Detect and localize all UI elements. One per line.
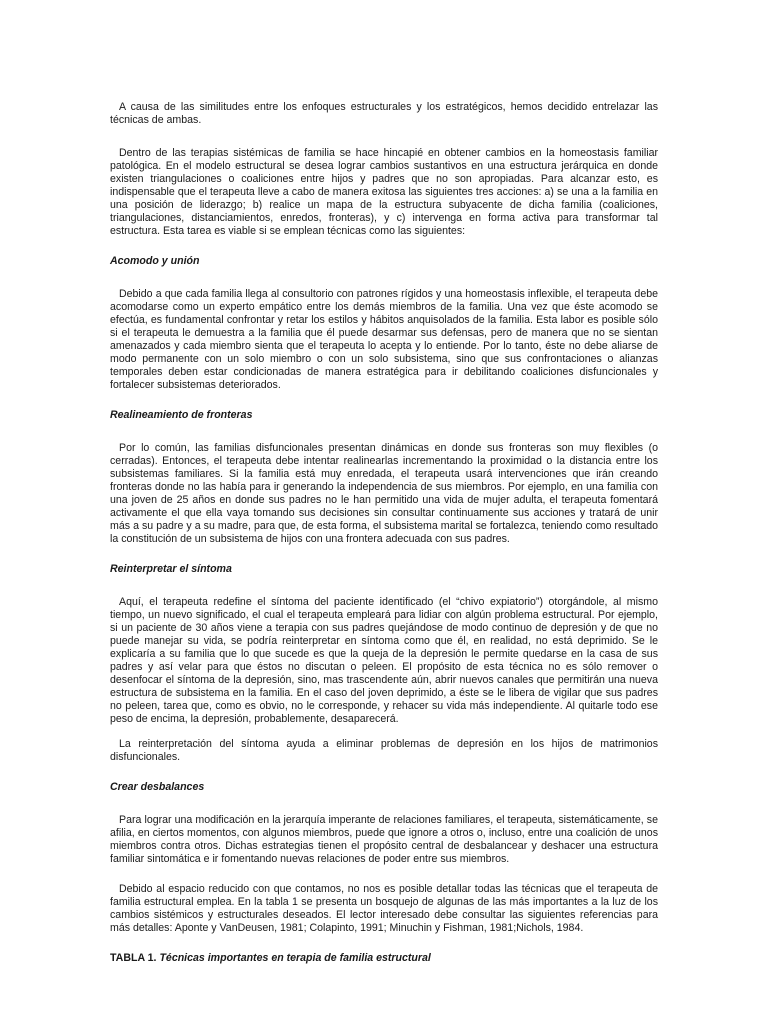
paragraph-reinterpretar: Aquí, el terapeuta redefine el síntoma del paciente identificado (el “chivo expiatorio”) otorgándole, al mismo tiempo, un nuevo significado, el cual el terapeuta empleará para lidiar con algún problema estructural. Por ejemplo, si un paciente de 30 años viene a terapia con sus padres quejándose de modo continuo de depresión y de que no puede manejar su vida, se podría reinterpretar en síntoma como que él, en realidad, no está deprimido. Se le explicaría a su familia que lo que sucede es que la queja de la depresión le permite quedarse en la casa de sus padres y así velar para que éstos no discutan o peleen. El propósito de esta técnica no es sólo remover o desenfocar el síntoma de la depresión, sino, mas trascendente aún, abrir nuevos canales que permitirán una nueva estructura de subsistema en la familia. En el caso del joven deprimido, a éste se le libera de vigilar que sus padres no peleen, tarea que, como es obvio, no le corresponde, y rehacer su vida más independiente. Al quitarle todo ese peso de encima, la depresión, probablemente, desaparecerá. (110, 596, 658, 725)
paragraph-reinterpretacion-summary: La reinterpretación del síntoma ayuda a eliminar problemas de depresión en los hijos de matrimonios disfuncionales. (110, 738, 658, 763)
paragraph-realineamiento: Por lo común, las familias disfuncionales presentan dinámicas en donde sus fronteras son muy flexibles (o cerradas). Entonces, el terapeuta debe intentar realinearlas incrementando la proximidad o la distancia entre los subsistemas familiares. Si la familia está muy enredada, el terapeuta usará intervenciones que irán creando fronteras donde no las había para ir generando la independencia de sus miembros. Por ejemplo, en una familia con una joven de 25 años en donde sus padres no le han permitido una vida de mujer adulta, el terapeuta fomentará activamente el que ella vaya tomando sus decisiones sin consultar continuamente sus acciones y tratará de unir más a su padre y a su madre, para que, de esta forma, el subsistema marital se fortalezca, teniendo como resultado la constitución de un subsistema de hijos con una frontera adecuada con sus padres. (110, 442, 658, 545)
paragraph-systemic-therapy: Dentro de las terapias sistémicas de familia se hace hincapié en obtener cambios en la homeostasis familiar patológica. En el modelo estructural se desea lograr cambios sustantivos en una estructura jerárquica en donde existen triangulaciones o coaliciones entre hijos y padres que no son apropiadas. Para alcanzar esto, es indispensable que el terapeuta lleve a cabo de manera exitosa las siguientes tres acciones: a) se una a la familia en una posición de liderazgo; b) realice un mapa de la estructura subyacente de dicha familia (coaliciones, triangulaciones, distanciamientos, enredos, fronteras), y c) intervenga en forma activa para transformar tal estructura. Esta tarea es viable si se emplean técnicas como las siguientes: (110, 147, 658, 237)
paragraph-intro: A causa de las similitudes entre los enfoques estructurales y los estratégicos, hemos decidido entrelazar las técnicas de ambas. (110, 101, 658, 126)
document-page (110, 101, 658, 965)
heading-desbalances: Crear desbalances (110, 781, 205, 793)
heading-reinterpretar: Reinterpretar el síntoma (110, 563, 232, 575)
paragraph-espacio-reducido: Debido al espacio reducido con que contamos, no nos es posible detallar todas las técnicas que el terapeuta de familia estructural emplea. En la tabla 1 se presenta un bosquejo de algunas de las más importantes a la luz de los cambios sistémicos y estructurales deseados. El lector interesado debe consultar las siguientes referencias para más detalles: Aponte y VanDeusen, 1981; Colapinto, 1991; Minuchin y Fishman, 1981;Nichols, 1984. (110, 883, 658, 934)
table-caption (110, 952, 658, 965)
table-caption-title: Técnicas importantes en terapia de familia estructural (159, 952, 431, 964)
heading-acomodo-union: Acomodo y unión (110, 255, 200, 267)
paragraph-acomodo: Debido a que cada familia llega al consultorio con patrones rígidos y una homeostasis inflexible, el terapeuta debe acomodarse como un experto empático entre los demás miembros de la familia. Una vez que éste acomodo se efectúa, es fundamental confrontar y retar los estilos y hábitos anquisolados de la familia. Esta labor es posible sólo si el terapeuta le demuestra a la familia que él puede desarmar sus defensas, pero de manera que no se sientan amenazados y cada miembro sienta que el terapeuta lo acepta y lo entiende. Por lo tanto, éste no debe aliarse de modo permanente con un solo miembro o con un solo subsistema, sino que sus confrontaciones o alianzas temporales deben estar condicionadas de manera estratégica para ir debilitando coaliciones disfuncionales y fortalecer subsistemas deteriorados. (110, 288, 658, 391)
heading-realineamiento: Realineamiento de fronteras (110, 409, 253, 421)
paragraph-desbalances: Para lograr una modificación en la jerarquía imperante de relaciones familiares, el terapeuta, sistemáticamente, se afilia, en ciertos momentos, con algunos miembros, puede que ignore a otros o, incluso, entre una coalición de unos miembros contra otros. Dichas estrategias tienen el propósito central de desbalancear y deshacer una estructura familiar sintomática e ir fomentando nuevas relaciones de poder entre sus miembros. (110, 814, 658, 865)
table-caption-label: TABLA 1. (110, 952, 157, 964)
